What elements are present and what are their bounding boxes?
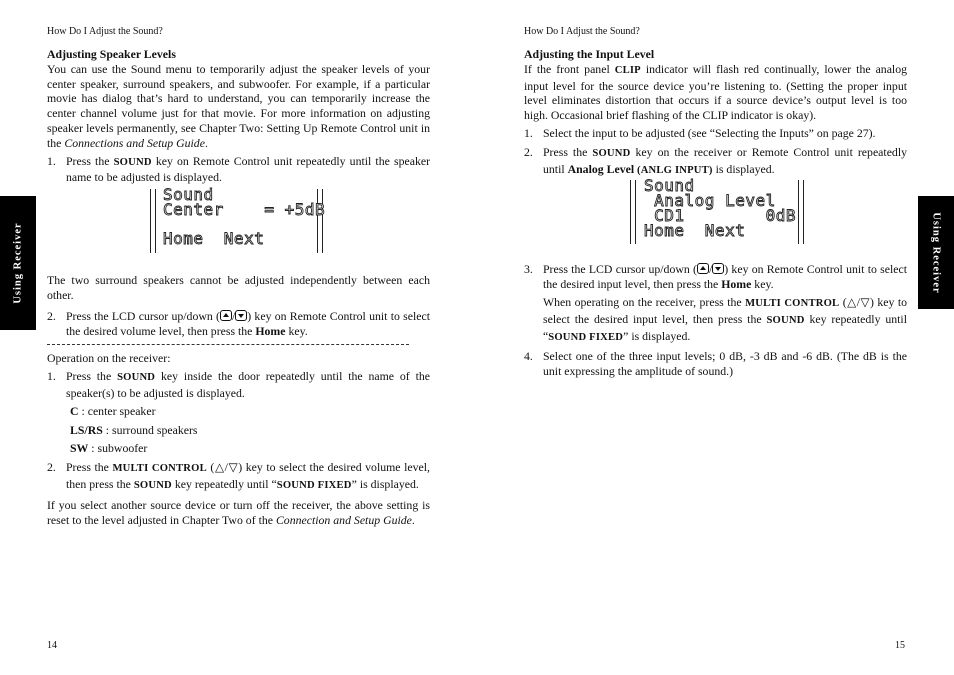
cursor-down-icon [235, 310, 247, 321]
sound-key: SOUND [113, 156, 152, 168]
input-step-3-receiver: When operating on the receiver, press the MULTI CONTROL (△/▽) key to select the desired input level, then press the SOUND key repeatedly until “SOUND FIXED” is displayed. [543, 294, 908, 343]
step-1: 1. Press the SOUND key on Remote Control unit repeatedly until the speaker name to be adjusted is displayed. [47, 153, 431, 185]
input-step-3: 3. Press the LCD cursor up/down ( / ) key on Remote Control unit to select the desired input level, then press the Home key. [524, 262, 907, 292]
speaker-code-c: C : center speaker [70, 403, 156, 418]
input-step-1: 1. Select the input to be adjusted (see “Selecting the Inputs” on page 27). [524, 125, 876, 140]
lcd-line-3: CD1 0dB [644, 206, 796, 226]
section-heading-right: Adjusting the Input Level [524, 47, 655, 61]
lcd-display-right [524, 178, 907, 262]
speaker-code-ls-rs: LS/RS : surround speakers [70, 422, 198, 437]
input-step-2: 2. Press the SOUND key on the receiver or Remote Control unit repeatedly until Analog Level (ANLG INPUT) is displayed. [524, 144, 908, 176]
side-tab: Using Receiver [0, 196, 36, 330]
receiver-step-2: 2. Press the MULTI CONTROL (△/▽) key to select the desired volume level, then press the SOUND key repeatedly until “SOUND FIXED” is displayed. [47, 460, 430, 491]
intro-paragraph: You can use the Sound menu to temporarily adjust the speaker levels of your center speaker, surround speakers, and subwoofer. For example, if a particular movie has dialog that’s hard to understand, you can temporarily increase the center channel volume just for that movie. For more information on adjusting speaker levels permanently, see Chapter Two: Setting Up Remote Control unit in the Connections and Setup Guide. [47, 61, 430, 150]
section-heading: Adjusting Speaker Levels [47, 47, 176, 61]
left-column [47, 47, 430, 527]
page-number-right: 15 [895, 640, 905, 651]
cursor-down-icon [712, 263, 724, 274]
receiver-step-1: 1. Press the SOUND key inside the door repeatedly until the name of the speaker(s) to be adjusted is displayed. [47, 369, 430, 400]
cursor-up-icon [697, 263, 709, 274]
cursor-up-icon [220, 310, 232, 321]
lcd-line-3: Home Next [163, 229, 265, 249]
page-number: 14 [47, 640, 57, 651]
dashed-divider [47, 344, 409, 345]
closing-paragraph: If you select another source device or turn off the receiver, the above setting is reset to the level adjusted in Chapter Two of the Connection and Setup Guide. [47, 497, 430, 527]
lcd-line-1: Sound [163, 185, 214, 205]
lcd-line-1: Sound [644, 176, 695, 196]
side-tab-right: Using Receiver [918, 196, 954, 309]
right-column [524, 47, 907, 379]
clip-intro: If the front panel CLIP indicator will flash red continually, lower the analog input level for the source device you’re listening to. (Setting the proper input level eliminates distortion that occurs if a source device’s output level is too high. Occasional brief flashing of the CLIP indicator is okay). [524, 61, 908, 123]
lcd-display [47, 185, 430, 273]
surround-note: The two surround speakers cannot be adjusted independently between each other. [47, 273, 430, 302]
speaker-code-sw: SW : subwoofer [70, 441, 148, 456]
lcd-line-2: Center = +5dB [163, 200, 326, 220]
input-step-4: 4. Select one of the three input levels; 0 dB, -3 dB and -6 dB. (The dB is the unit expressing the amplitude of sound.) [524, 349, 907, 379]
step-2: 2. Press the LCD cursor up/down ( / ) key on Remote Control unit to select the desired volume level, then press the Home key. [47, 308, 430, 338]
running-header-right: How Do I Adjust the Sound? [524, 26, 640, 37]
lcd-line-4: Home Next [644, 221, 746, 241]
lcd-line-2: Analog Level [644, 191, 776, 211]
receiver-intro: Operation on the receiver: [47, 351, 171, 366]
running-header: How Do I Adjust the Sound? [47, 26, 163, 37]
